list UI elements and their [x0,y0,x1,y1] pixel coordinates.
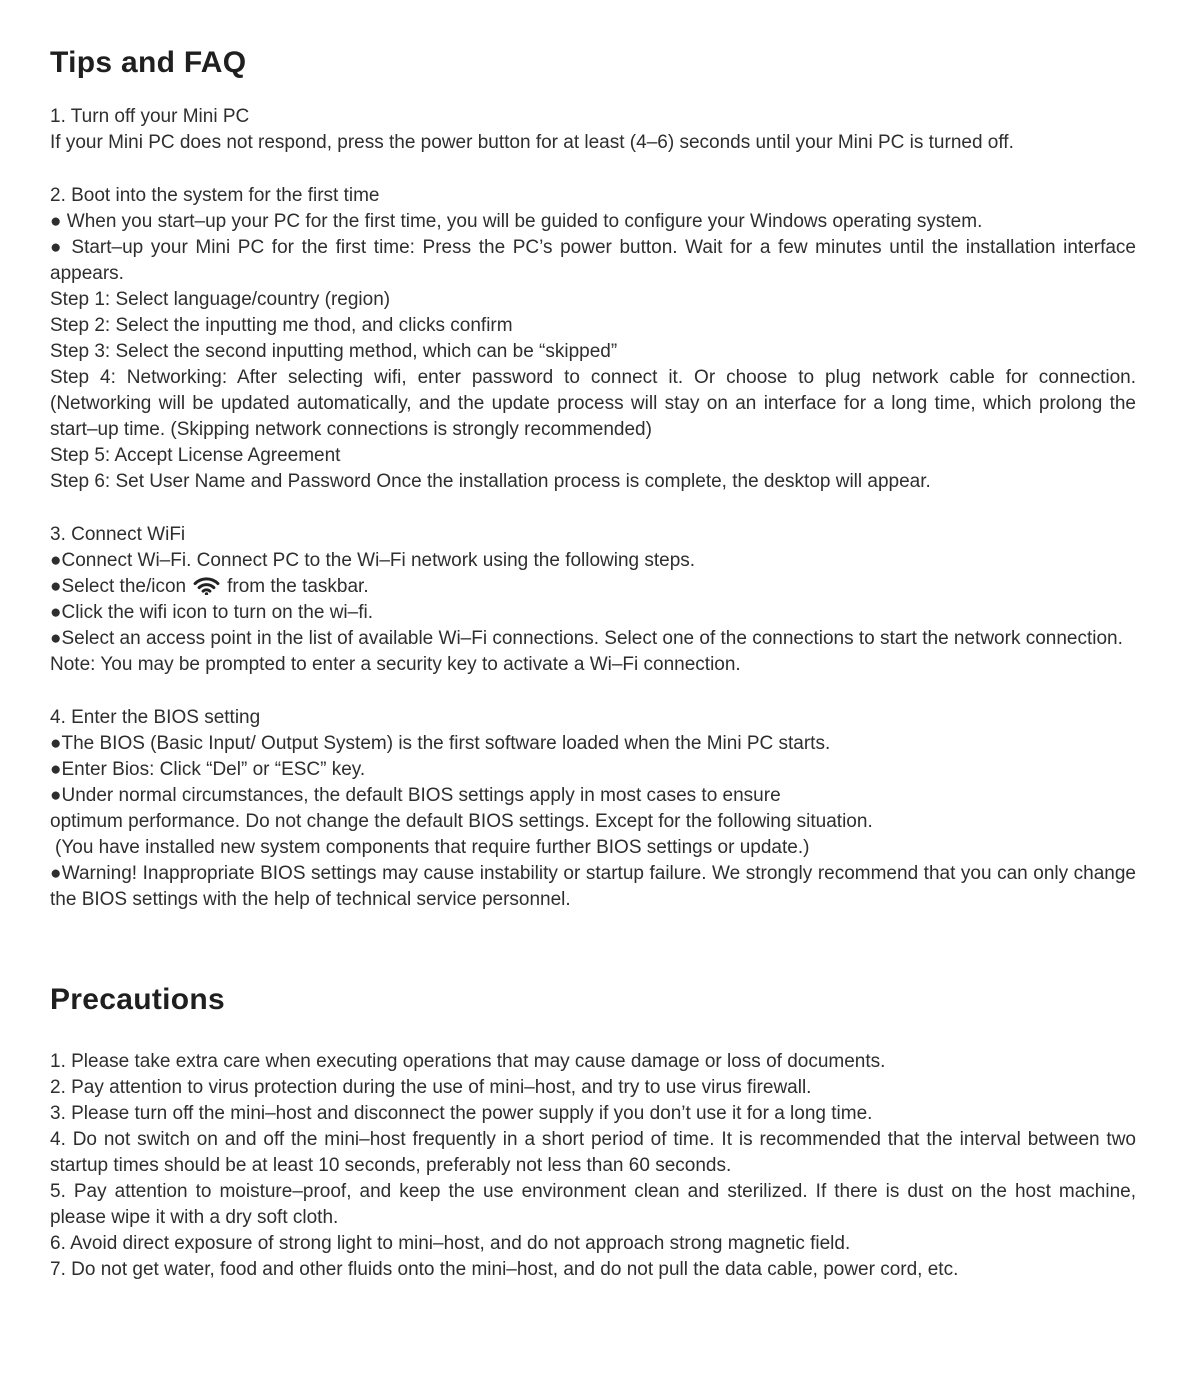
section-tips-and-faq [50,46,1136,913]
bullet-line: ●Connect Wi–Fi. Connect PC to the Wi–Fi network using the following steps. [50,550,696,571]
precaution-item: 2. Pay attention to virus protection during the use of mini–host, and try to use virus firewall. [50,1077,812,1098]
step-line: Step 3: Select the second inputting method, which can be “skipped” [50,341,618,362]
tips-item-title: 2. Boot into the system for the first time [50,185,380,206]
bullet-line: ●Warning! Inappropriate BIOS settings may cause instability or startup failure. We strongly recommend that you can only change the BIOS settings with the help of technical service personnel. [50,863,1136,910]
precaution-item: 1. Please take extra care when executing operations that may cause damage or loss of documents. [50,1051,886,1072]
note-line: Note: You may be prompted to enter a security key to activate a Wi–Fi connection. [50,654,741,675]
step-line: Step 1: Select language/country (region) [50,289,391,310]
paragraph: If your Mini PC does not respond, press the power button for at least (4–6) seconds until your Mini PC is turned off. [50,132,1014,153]
bullet-line: ●Under normal circumstances, the default BIOS settings apply in most cases to ensure [50,785,781,806]
paragraph: optimum performance. Do not change the default BIOS settings. Except for the following situation. [50,811,873,832]
step-line: Step 6: Set User Name and Password Once the installation process is complete, the desktop will appear. [50,471,931,492]
bullet-line: ●Click the wifi icon to turn on the wi–fi. [50,602,373,623]
bullet-line: ● Start–up your Mini PC for the first time: Press the PC’s power button. Wait for a few minutes until the installation interface appears. [50,237,1136,284]
bullet-line: ●Enter Bios: Click “Del” or “ESC” key. [50,759,366,780]
paragraph: (You have installed new system components that require further BIOS settings or update.) [55,837,810,858]
bullet-line-with-wifi-icon [50,574,1136,600]
step-line: Step 4: Networking: After selecting wifi, enter password to connect it. Or choose to plug network cable for connection. (Networking will be updated automatically, and the update process will stay on an interface for a long time, which prolong the start–up time. (Skipping network connections is strongly recommended) [50,367,1136,440]
bullet-line: ● When you start–up your PC for the first time, you will be guided to configure your Windows operating system. [50,211,983,232]
step-line: Step 5: Accept License Agreement [50,445,341,466]
precaution-item: 6. Avoid direct exposure of strong light to mini–host, and do not approach strong magnetic field. [50,1233,851,1254]
precaution-item: 7. Do not get water, food and other fluids onto the mini–host, and do not pull the data cable, power cord, etc. [50,1259,959,1280]
tips-item-title: 3. Connect WiFi [50,524,186,545]
precautions-heading: Precautions [50,983,226,1016]
tips-item-title: 1. Turn off your Mini PC [50,106,250,127]
bullet-line: ●Select an access point in the list of available Wi–Fi connections. Select one of the connections to start the network connection. [50,628,1123,649]
section-precautions [50,983,1136,1283]
tips-heading: Tips and FAQ [50,46,247,79]
wifi-line-before: ●Select the/icon [50,576,187,597]
tips-item-title: 4. Enter the BIOS setting [50,707,261,728]
step-line: Step 2: Select the inputting me thod, and clicks confirm [50,315,513,336]
precaution-item: 3. Please turn off the mini–host and disconnect the power supply if you don’t use it for a long time. [50,1103,873,1124]
wifi-icon [193,576,220,595]
precaution-item: 4. Do not switch on and off the mini–host frequently in a short period of time. It is recommended that the interval between two startup times should be at least 10 seconds, preferably not less than 60 seconds. [50,1129,1136,1176]
precaution-item: 5. Pay attention to moisture–proof, and keep the use environment clean and sterilized. If there is dust on the host machine, please wipe it with a dry soft cloth. [50,1181,1136,1228]
wifi-line-after: from the taskbar. [227,576,369,597]
bullet-line: ●The BIOS (Basic Input/ Output System) is the first software loaded when the Mini PC starts. [50,733,831,754]
